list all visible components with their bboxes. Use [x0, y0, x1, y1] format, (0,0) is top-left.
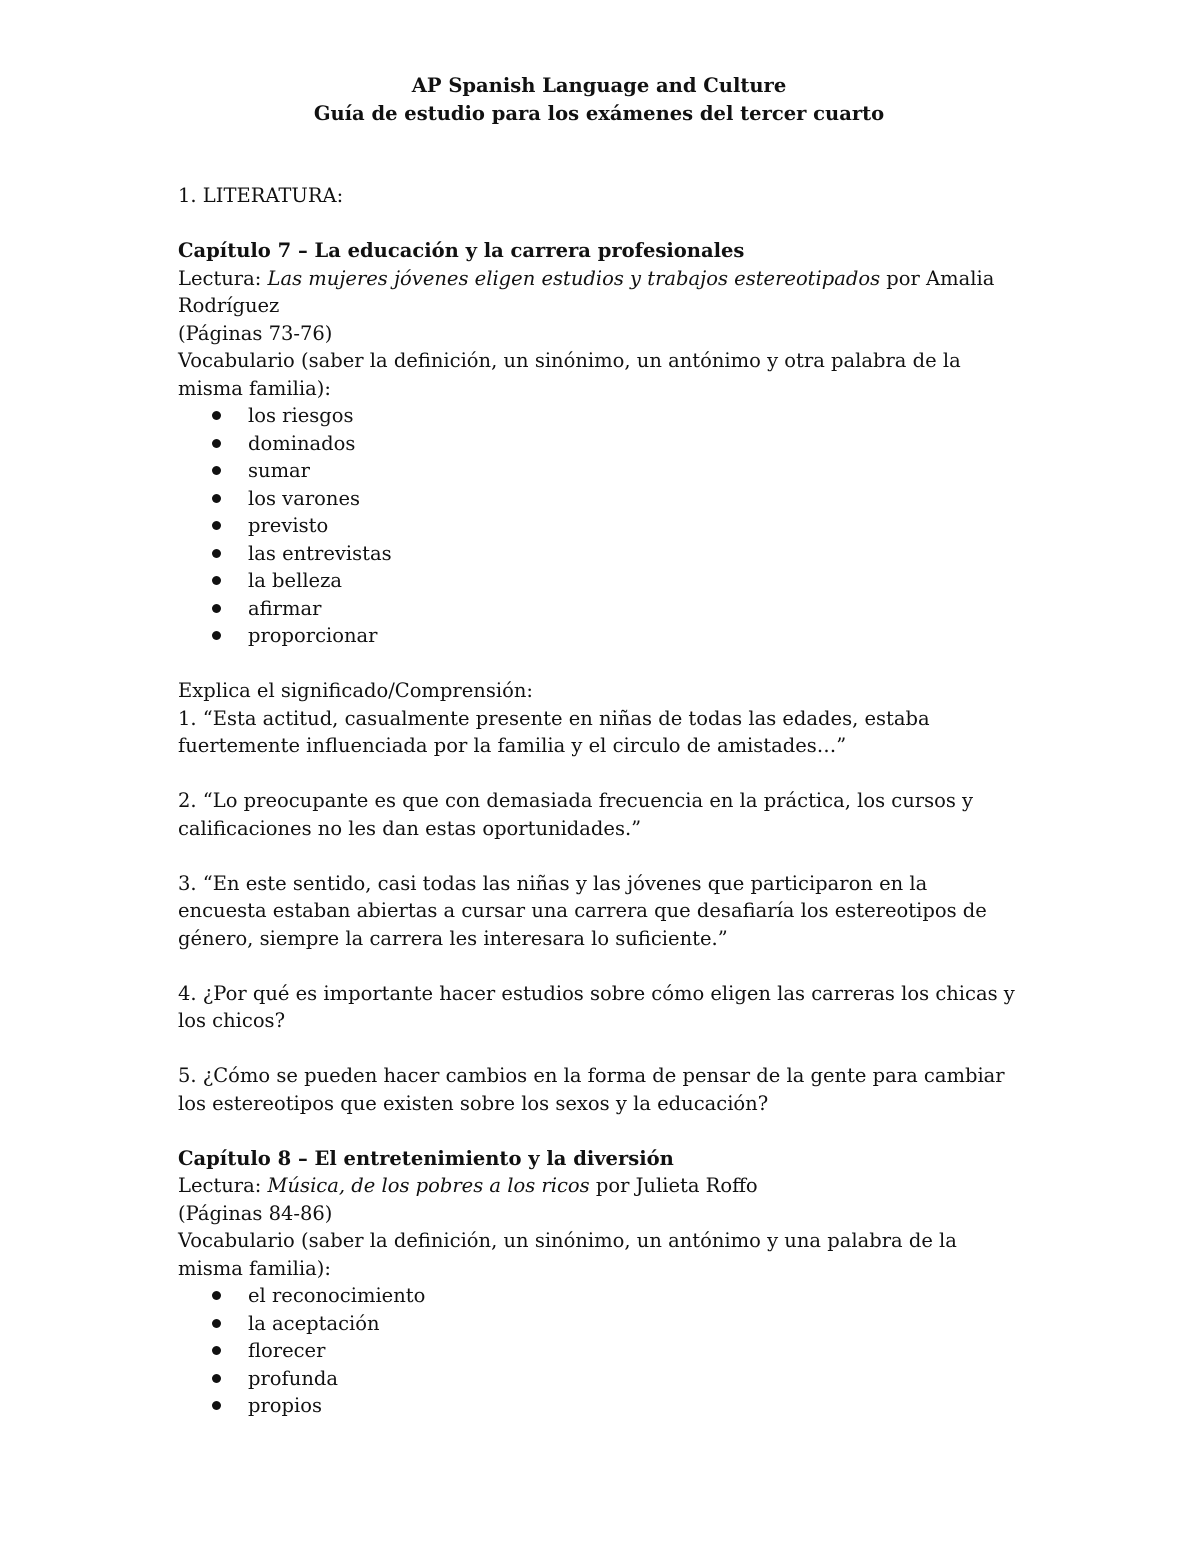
list-item — [212, 512, 1020, 540]
chapter-7-pages: (Páginas 73-76) — [178, 321, 333, 345]
spacer — [178, 842, 1020, 870]
question-5: 5. ¿Cómo se pueden hacer cambios en la forma de pensar de la gente para cambiar los estereotipos que existen sobre los sexos y la educación? — [178, 1064, 1005, 1115]
document-subtitle: Guía de estudio para los exámenes del tercer cuarto — [313, 101, 885, 125]
lectura-author: por Amalia Rodríguez — [178, 266, 995, 317]
chapter-7-vocab-intro: Vocabulario (saber la definición, un sinónimo, un antónimo y otra palabra de la misma familia): — [178, 349, 961, 400]
lectura-prefix: Lectura: — [178, 266, 268, 290]
vocab-word: previsto — [248, 514, 329, 537]
vocab-word: profunda — [248, 1366, 338, 1390]
section-label: 1. LITERATURA: — [178, 184, 344, 207]
chapter-7-vocab-list — [178, 402, 1020, 650]
bullet-icon — [212, 576, 221, 585]
vocab-word: las entrevistas — [248, 541, 392, 565]
spacer — [178, 210, 1020, 238]
bullet-icon — [212, 1319, 221, 1328]
vocab-word: el reconocimiento — [248, 1284, 426, 1307]
chapter-8-heading: Capítulo 8 – El entretenimiento y la diversión — [178, 1146, 674, 1170]
document-title: AP Spanish Language and Culture — [411, 74, 787, 97]
explica-label: Explica el significado/Comprensión: — [178, 679, 533, 702]
lectura-author: por Julieta Roffo — [589, 1174, 758, 1197]
question-3: 3. “En este sentido, casi todas las niñas y las jóvenes que participaron en la encuesta estaban abiertas a cursar una carrera que desafiaría los estereotipos de género, siempre la carrera les interesara lo suficiente.” — [178, 871, 987, 950]
list-item — [212, 595, 1020, 623]
list-item — [212, 402, 1020, 430]
lectura-title: Música, de los pobres a los ricos — [267, 1174, 590, 1197]
vocab-word: proporcionar — [248, 624, 378, 647]
vocab-word: dominados — [248, 431, 356, 455]
bullet-icon — [212, 549, 221, 558]
lectura-title: Las mujeres jóvenes eligen estudios y trabajos estereotipados — [267, 266, 881, 290]
spacer — [178, 952, 1020, 980]
list-item — [212, 485, 1020, 513]
vocab-word: florecer — [248, 1339, 326, 1362]
question-2: 2. “Lo preocupante es que con demasiada frecuencia en la práctica, los cursos y calificaciones no les dan estas oportunidades.” — [178, 789, 974, 840]
list-item — [212, 1310, 1020, 1338]
bullet-icon — [212, 439, 221, 448]
vocab-word: la aceptación — [248, 1311, 380, 1335]
list-item — [212, 1337, 1020, 1365]
list-item — [212, 540, 1020, 568]
bullet-icon — [212, 411, 221, 420]
bullet-icon — [212, 521, 221, 530]
list-item — [212, 430, 1020, 458]
bullet-icon — [212, 1374, 221, 1383]
vocab-word: afirmar — [248, 596, 322, 620]
bullet-icon — [212, 1401, 221, 1410]
question-4: 4. ¿Por qué es importante hacer estudios sobre cómo eligen las carreras los chicas y los chicos? — [178, 981, 1015, 1032]
vocab-word: la belleza — [248, 569, 342, 592]
list-item — [212, 1365, 1020, 1393]
spacer — [178, 127, 1020, 155]
chapter-8-pages: (Páginas 84-86) — [178, 1201, 333, 1225]
spacer — [178, 760, 1020, 788]
bullet-icon — [212, 1346, 221, 1355]
bullet-icon — [212, 466, 221, 475]
list-item — [212, 567, 1020, 595]
list-item — [212, 622, 1020, 650]
list-item — [212, 1282, 1020, 1310]
spacer — [178, 1117, 1020, 1145]
question-1: 1. “Esta actitud, casualmente presente en niñas de todas las edades, estaba fuertemente influenciada por la familia y el circulo de amistades…” — [178, 706, 930, 757]
vocab-word: los riesgos — [248, 404, 354, 427]
chapter-7-heading: Capítulo 7 – La educación y la carrera profesionales — [178, 239, 745, 262]
list-item — [212, 1392, 1020, 1420]
spacer — [178, 155, 1020, 183]
lectura-prefix: Lectura: — [178, 1174, 268, 1197]
spacer — [178, 1035, 1020, 1063]
spacer — [178, 650, 1020, 678]
list-item — [212, 457, 1020, 485]
bullet-icon — [212, 1291, 221, 1300]
chapter-7-lectura — [178, 265, 1020, 320]
bullet-icon — [212, 604, 221, 613]
bullet-icon — [212, 631, 221, 640]
bullet-icon — [212, 494, 221, 503]
vocab-word: los varones — [248, 486, 360, 510]
vocab-word: propios — [248, 1394, 323, 1417]
chapter-8-vocab-list — [178, 1282, 1020, 1420]
vocab-word: sumar — [248, 459, 311, 482]
chapter-8-vocab-intro: Vocabulario (saber la definición, un sinónimo, un antónimo y una palabra de la misma familia): — [178, 1229, 957, 1280]
chapter-8-lectura — [178, 1172, 1020, 1200]
